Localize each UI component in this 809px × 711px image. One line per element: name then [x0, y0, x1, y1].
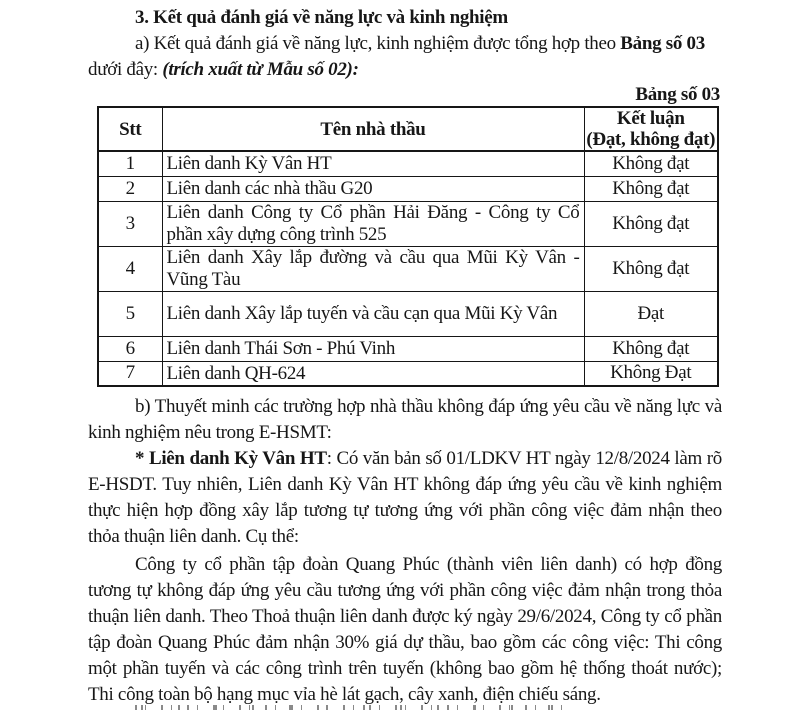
table-row	[98, 176, 718, 201]
kyvan-body-text: : Có văn bản số 01/LDKV HT ngày 12/8/2024 làm rõ E-HSDT. Tuy nhiên, Liên danh Kỳ Vân HT không đáp ứng yêu cầu về kinh nghiệm thực hiện hợp đồng xây lắp tương tự tương ứng với phần công việc đảm nhận theo thỏa thuận liên danh. Cụ thể:	[88, 448, 722, 547]
paragraph-b: b) Thuyết minh các trường hợp nhà thầu không đáp ứng yêu cầu về năng lực và kinh nghiệm nêu trong E-HSMT:	[88, 396, 722, 443]
result-cell: Không đạt	[584, 336, 718, 361]
header-conclusion-line2: (Đạt, không đạt)	[586, 129, 716, 150]
contractor-name-cell: Liên danh Thái Sơn - Phú Vinh	[162, 336, 584, 361]
paragraph-quangphuc: Công ty cổ phần tập đoàn Quang Phúc (thành viên liên danh) có hợp đồng tương tự không đáp ứng yêu cầu tương ứng với phần công việc đảm nhận trong thỏa thuận liên danh. Theo Thoả thuận liên danh được ký ngày 29/6/2024, Công ty cổ phần tập đoàn Quang Phúc đảm nhận 30% giá dự thầu, bao gồm các công việc: Thi công một phần tuyến và các công trình trên tuyến (không bao gồm hệ thống thoát nước); Thi công toàn bộ hạng mục vỉa hè lát gạch, cây xanh, điện chiếu sáng.	[88, 554, 722, 705]
paragraph-a	[88, 31, 722, 83]
contractor-name-cell: Liên danh các nhà thầu G20	[162, 176, 584, 201]
table-row	[98, 336, 718, 361]
table-row	[98, 201, 718, 246]
contractor-name-cell: Liên danh Xây lắp tuyến và cầu cạn qua Mũi Kỳ Vân	[162, 291, 584, 336]
stt-cell: 4	[98, 246, 162, 291]
table-row	[98, 151, 718, 176]
result-cell: Không đạt	[584, 151, 718, 176]
evaluation-results-table	[97, 106, 719, 387]
stt-cell: 3	[98, 201, 162, 246]
result-cell: Đạt	[584, 291, 718, 336]
kyvan-lead-bold: * Liên danh Kỳ Vân HT	[135, 448, 327, 469]
contractor-name-cell: Liên danh Kỳ Vân HT	[162, 151, 584, 176]
stt-cell: 1	[98, 151, 162, 176]
result-cell: Không đạt	[584, 246, 718, 291]
header-conclusion-line1: Kết luận	[616, 108, 685, 129]
document-body	[88, 5, 722, 708]
stt-cell: 2	[98, 176, 162, 201]
header-conclusion	[584, 107, 718, 151]
contractor-name-cell: Liên danh Công ty Cổ phần Hải Đăng - Công ty Cổ phần xây dựng công trình 525	[162, 201, 584, 246]
result-cell: Không Đạt	[584, 361, 718, 386]
table-reference-bold: Bảng số 03	[620, 33, 705, 54]
table-row	[98, 291, 718, 336]
table-row	[98, 361, 718, 386]
stt-cell: 6	[98, 336, 162, 361]
stt-cell: 7	[98, 361, 162, 386]
paragraph-kyvan	[88, 446, 722, 550]
source-note-italic: (trích xuất từ Mẫu số 02):	[162, 59, 359, 80]
paragraph-a-text: a) Kết quả đánh giá về năng lực, kinh nghiệm được tổng hợp theo	[135, 33, 621, 54]
clipped-text-line-fragment	[135, 705, 567, 710]
stt-cell: 5	[98, 291, 162, 336]
header-stt: Stt	[98, 107, 162, 151]
table-row	[98, 246, 718, 291]
result-cell: Không đạt	[584, 176, 718, 201]
table-caption: Bảng số 03	[635, 84, 720, 105]
contractor-name-cell: Liên danh QH-624	[162, 361, 584, 386]
paragraph-a-continuation: dưới đây:	[88, 59, 163, 80]
result-cell: Không đạt	[584, 201, 718, 246]
contractor-name-cell: Liên danh Xây lắp đường và cầu qua Mũi Kỳ Vân - Vũng Tàu	[162, 246, 584, 291]
section-heading: 3. Kết quả đánh giá về năng lực và kinh nghiệm	[135, 7, 508, 28]
table-header-row	[98, 107, 718, 151]
header-contractor-name: Tên nhà thầu	[162, 107, 584, 151]
